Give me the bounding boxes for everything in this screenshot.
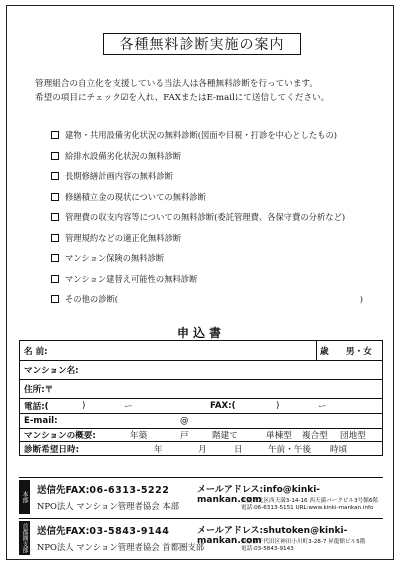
gender-select[interactable]: 男・女 bbox=[346, 346, 372, 357]
name-label: 名 前: bbox=[24, 346, 48, 357]
email-row[interactable] bbox=[20, 414, 382, 429]
email-at: @ bbox=[180, 416, 189, 426]
checklist-item bbox=[51, 187, 391, 208]
phone-row[interactable] bbox=[20, 399, 382, 414]
phone-line: 電話:03-5843-9143 bbox=[241, 546, 294, 552]
checklist-item bbox=[51, 146, 391, 167]
address-row[interactable] bbox=[20, 380, 382, 399]
mansion-label: マンション名: bbox=[24, 366, 79, 376]
checklist-item bbox=[51, 248, 391, 269]
fax-number: 03-5843-9144 bbox=[89, 526, 170, 537]
mail-address[interactable]: info@kinki-mankan.com bbox=[197, 485, 321, 505]
application-form bbox=[19, 340, 383, 456]
checkbox[interactable] bbox=[51, 152, 59, 160]
checklist-item-label: マンション建替え可能性の無料診断 bbox=[65, 273, 198, 284]
date-row[interactable] bbox=[20, 442, 382, 455]
overview-label: マンションの概要: bbox=[24, 431, 96, 441]
mail-address[interactable]: shutoken@kinki-mankan.com bbox=[197, 526, 348, 546]
other-close-paren: ) bbox=[359, 294, 363, 305]
date-month: 月 bbox=[198, 444, 207, 455]
fax-dash: ー bbox=[318, 402, 327, 412]
checklist-item bbox=[51, 269, 391, 290]
phone-close-paren: ) bbox=[82, 401, 86, 411]
checklist-item-label: 修繕積立金の現状についての無料診断 bbox=[65, 191, 206, 202]
address-label: 住所:〒 bbox=[24, 385, 54, 395]
checklist-item-label: マンション保険の無料診断 bbox=[65, 253, 165, 264]
date-label: 診断希望日時: bbox=[24, 444, 79, 455]
overview-estate-type: 団地型 bbox=[340, 431, 366, 441]
checklist-item bbox=[51, 228, 391, 249]
email-label: E-mail: bbox=[24, 416, 58, 426]
overview-row[interactable] bbox=[20, 429, 382, 442]
organization-name: NPO法人 マンション管理者協会 本部 bbox=[37, 501, 180, 511]
checkbox[interactable] bbox=[51, 295, 59, 303]
fax-close-paren: ) bbox=[276, 401, 280, 411]
organization-name: NPO法人 マンション管理者協会 首都圏支部 bbox=[37, 542, 205, 552]
address-line: 大阪市北区西天満3-14-16 西天満パークビル3号館6階 bbox=[241, 498, 379, 504]
date-year: 年 bbox=[154, 444, 163, 455]
contact-fax bbox=[37, 482, 169, 496]
overview-floors: 階建て bbox=[212, 431, 238, 441]
checkbox[interactable] bbox=[51, 213, 59, 221]
checkbox[interactable] bbox=[51, 131, 59, 139]
phone-url-line: 電話:06-6313-5151 URL:www.kinki-mankan.info bbox=[241, 505, 374, 511]
checkbox[interactable] bbox=[51, 254, 59, 262]
diagnosis-checklist bbox=[51, 125, 391, 310]
mail-label: メールアドレス: bbox=[197, 485, 264, 495]
checklist-item bbox=[51, 166, 391, 187]
mansion-row[interactable] bbox=[20, 361, 382, 380]
checklist-item bbox=[51, 207, 391, 228]
fax-send-label: 送信先FAX: bbox=[37, 485, 90, 496]
organization-address bbox=[241, 539, 383, 553]
checklist-item-label: 長期修繕計画内容の無料診断 bbox=[65, 171, 173, 182]
overview-complex-type: 複合型 bbox=[302, 431, 328, 441]
fax-label: FAX:( bbox=[210, 401, 236, 411]
address-line: 東京都千代田区神田小川町3-28-7 昇龍館ビル5階 bbox=[241, 539, 366, 545]
checklist-item-label: 建物・共用設備劣化状況の無料診断(図面や目視・打診を中心としたもの) bbox=[65, 130, 337, 141]
checklist-item-label: その他の診断( bbox=[65, 294, 119, 305]
checkbox[interactable] bbox=[51, 275, 59, 283]
date-day: 日 bbox=[234, 444, 243, 455]
checklist-item bbox=[51, 125, 391, 146]
contact-block-shutoken bbox=[19, 518, 383, 556]
name-row[interactable] bbox=[20, 341, 382, 361]
checklist-item-other bbox=[51, 289, 391, 310]
intro-line-1: 管理組合の自立化を支援している当法人は各種無料診断を行っています。 bbox=[35, 79, 318, 89]
form-title: 申込書 bbox=[176, 326, 225, 340]
checklist-item-label: 給排水設備劣化状況の無料診断 bbox=[65, 150, 182, 161]
age-cell bbox=[316, 341, 317, 360]
date-hour: 時頃 bbox=[330, 444, 348, 455]
intro-text bbox=[35, 77, 385, 105]
overview-units: 戸 bbox=[180, 431, 189, 441]
checkbox[interactable] bbox=[51, 193, 59, 201]
phone-dash: ー bbox=[124, 402, 133, 412]
mail-label: メールアドレス: bbox=[197, 526, 264, 536]
document-title: 各種無料診断実施の案内 bbox=[103, 33, 301, 55]
contact-fax bbox=[37, 523, 169, 537]
organization-address bbox=[241, 498, 383, 512]
checklist-item-label: 管理規約などの適正化無料診断 bbox=[65, 232, 182, 243]
contact-tag: 首都圏支部 bbox=[21, 523, 28, 553]
fax-send-label: 送信先FAX: bbox=[37, 526, 90, 537]
flyer-page bbox=[6, 5, 394, 560]
phone-label: 電話:( bbox=[24, 402, 49, 412]
fax-number: 06-6313-5222 bbox=[89, 485, 170, 496]
contact-block-headquarters bbox=[19, 477, 383, 515]
intro-line-2: 希望の項目にチェック☑を入れ、FAXまたはE-mailにて送信してください。 bbox=[35, 93, 330, 103]
checkbox[interactable] bbox=[51, 172, 59, 180]
checklist-item-label: 管理費の収支内容等についての無料診断(委託管理費、各保守費の分析など) bbox=[65, 212, 346, 223]
age-label: 歳 bbox=[320, 346, 329, 357]
overview-single-type: 単棟型 bbox=[266, 431, 292, 441]
contact-tag: 本部 bbox=[19, 480, 30, 514]
overview-built-year: 年築 bbox=[130, 431, 148, 441]
checkbox[interactable] bbox=[51, 234, 59, 242]
date-ampm: 午前・午後 bbox=[268, 444, 311, 455]
